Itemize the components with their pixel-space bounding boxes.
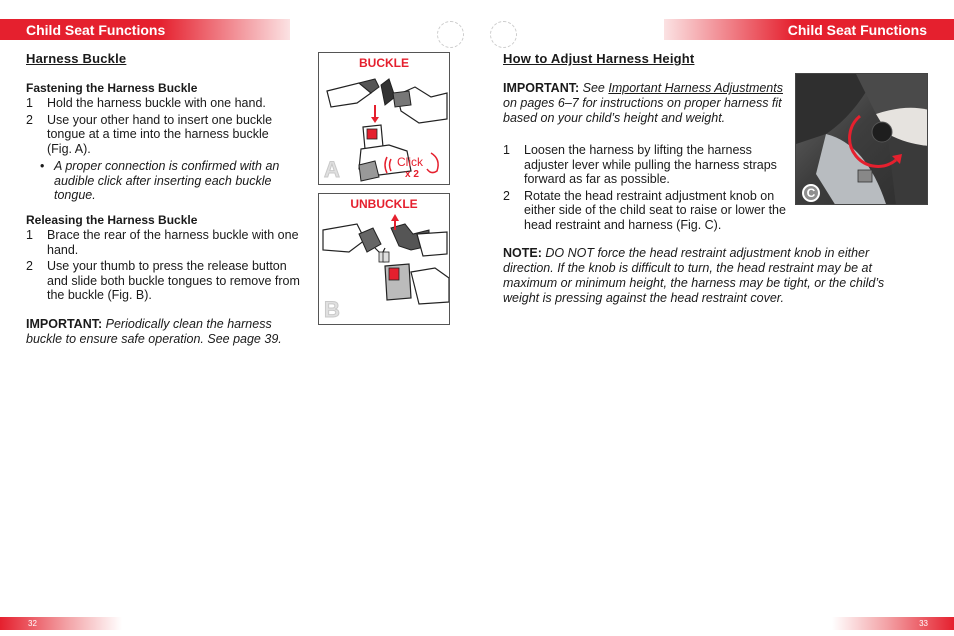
left-header-title: Child Seat Functions (26, 22, 166, 38)
figure-a-title: BUCKLE (359, 56, 409, 70)
right-header-title: Child Seat Functions (787, 22, 927, 38)
right-note: NOTE: DO NOT force the head restraint adjustment knob in either direction. If the knob is difficult to turn, the head restraint may be at maximum or minimum height, the harness may be tight, or the child’s weight is pressing against the head restraint cover. (503, 246, 885, 305)
list-item: 2 Use your other hand to insert one buckle tongue at a time into the harness buckle (Fig. A). (26, 112, 273, 156)
releasing-title: Releasing the Harness Buckle (26, 213, 198, 227)
figure-a-buckle (318, 52, 450, 185)
right-important-note: IMPORTANT: See Important Harness Adjustments on pages 6–7 for instructions on proper harness fit based on your child’s height and weight. (503, 81, 783, 125)
click-label: Click (397, 155, 423, 169)
left-important-note: IMPORTANT: Periodically clean the harness buckle to ensure safe operation. See page 39. (26, 317, 282, 346)
figure-b-unbuckle (318, 193, 450, 325)
list-item: 2 Use your thumb to press the release button and slide both buckle tongues to remove from the buckle (Fig. B). (26, 259, 300, 302)
releasing-steps (26, 228, 310, 305)
adjust-harness-height-title: How to Adjust Harness Height (503, 51, 695, 66)
right-page-number: 33 (919, 619, 928, 628)
figure-a-label: A (324, 157, 340, 182)
left-footer-bar (0, 617, 122, 630)
list-item: 2 Rotate the head restraint adjustment knob on either side of the child seat to raise or lower the head restraint and harness (Fig. C). (503, 188, 786, 232)
list-item: 1 Hold the harness buckle with one hand. (26, 96, 266, 110)
figure-c-photo (795, 73, 928, 205)
left-header-bar (0, 19, 290, 40)
list-item: 1 Loosen the harness by lifting the harness adjuster lever while pulling the harness straps forward as far as possible. (503, 143, 777, 186)
list-item: 1 Brace the rear of the harness buckle with one hand. (26, 228, 299, 257)
adjust-height-steps (503, 143, 793, 234)
registration-mark-left (437, 21, 464, 48)
figure-b-title: UNBUCKLE (350, 197, 418, 211)
click-confirmation-bullet: • A proper connection is confirmed with an audible click after inserting each buckle tongue. (40, 159, 280, 202)
figure-c-label: C (802, 184, 820, 202)
fastening-steps (26, 96, 296, 158)
click-count: x 2 (405, 169, 419, 180)
fastening-title: Fastening the Harness Buckle (26, 81, 198, 95)
registration-mark-right (490, 21, 517, 48)
right-footer-bar (832, 617, 954, 630)
figure-b-label: B (324, 297, 340, 322)
left-page-number: 32 (28, 619, 37, 628)
harness-buckle-title: Harness Buckle (26, 51, 127, 66)
right-header-bar (664, 19, 954, 40)
